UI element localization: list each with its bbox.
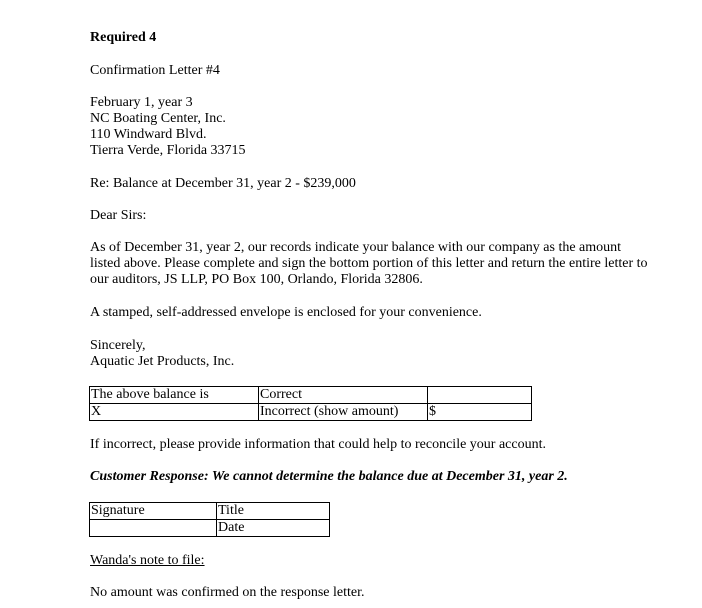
table-row bbox=[90, 387, 532, 404]
signature-cell: Signature bbox=[90, 503, 217, 520]
recipient-city: Tierra Verde, Florida 33715 bbox=[90, 143, 246, 158]
note-text: No amount was confirmed on the response letter. bbox=[90, 585, 365, 600]
signature-blank-cell bbox=[90, 520, 217, 537]
incorrect-note: If incorrect, please provide information that could help to reconcile your account. bbox=[90, 437, 546, 452]
table-row bbox=[90, 503, 330, 520]
heading: Required 4 bbox=[90, 30, 157, 45]
mark-cell: X bbox=[90, 404, 259, 421]
signature-table bbox=[89, 502, 330, 537]
amount-cell-empty bbox=[428, 387, 532, 404]
re-line: Re: Balance at December 31, year 2 - $239,000 bbox=[90, 176, 356, 191]
customer-response: Customer Response: We cannot determine the balance due at December 31, year 2. bbox=[90, 469, 568, 484]
incorrect-cell: Incorrect (show amount) bbox=[259, 404, 428, 421]
amount-cell: $ bbox=[428, 404, 532, 421]
table-row bbox=[90, 404, 532, 421]
table-row bbox=[90, 520, 330, 537]
date-cell: Date bbox=[217, 520, 330, 537]
note-heading: Wanda's note to file: bbox=[90, 553, 205, 568]
salutation: Dear Sirs: bbox=[90, 208, 147, 223]
balance-label-cell: The above balance is bbox=[90, 387, 259, 404]
recipient-street: 110 Windward Blvd. bbox=[90, 127, 207, 142]
letter-date: February 1, year 3 bbox=[90, 95, 193, 110]
correct-cell: Correct bbox=[259, 387, 428, 404]
letter-title: Confirmation Letter #4 bbox=[90, 63, 220, 78]
title-cell: Title bbox=[217, 503, 330, 520]
envelope-note: A stamped, self-addressed envelope is enclosed for your convenience. bbox=[90, 305, 482, 320]
closing: Sincerely, bbox=[90, 338, 146, 353]
sender-name: Aquatic Jet Products, Inc. bbox=[90, 354, 235, 369]
recipient-company: NC Boating Center, Inc. bbox=[90, 111, 226, 126]
body-paragraph: As of December 31, year 2, our records indicate your balance with our company as the amount listed above. Please complete and sign the bottom portion of this letter and return the entire letter to our auditors, JS LLP, PO Box 100, Orlando, Florida 32806. bbox=[90, 240, 648, 287]
balance-table bbox=[89, 386, 532, 421]
